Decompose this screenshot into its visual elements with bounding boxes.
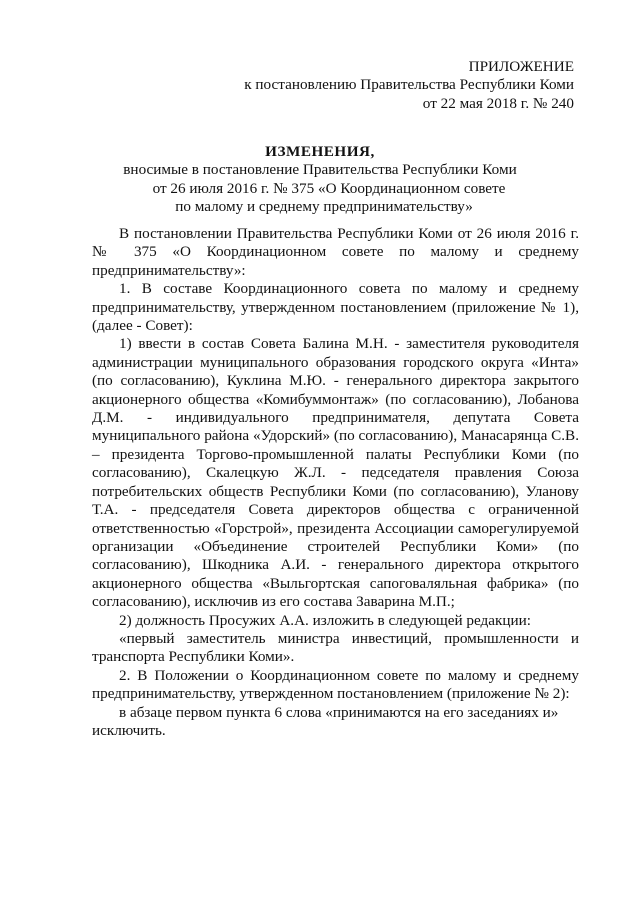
appendix-title: ПРИЛОЖЕНИЕ — [468, 58, 574, 75]
heading-subtitle-line-3: по малому и среднему предпринимательству» — [175, 198, 473, 216]
paragraph-subitem-1: 1) ввести в состав Совета Балина М.Н. - заместителя руководителя администрации муниципального образования городского округа «Инта» (по согласованию), Куклина М.Ю. - генерального директора закрытого акционерного общества «Комибуммонтаж» (по согласованию), Лобанова Д.М. - индивидуального предпринимателя, депутата Совета муниципального района «Удорский» (по согласованию), Манасарянца С.В. – президента Торгово-промышленной палаты Республики Коми (по согласованию), Скалецкую Ж.Л. - педседателя правления Союза потребительских обществ Республики Коми (по согласованию), Уланову Т.А. - председателя Совета директоров общества с ограниченной ответственностью «Горстрой», президента Ассоциации саморегулируемой организации «Объединение строителей Республики Коми» (по согласованию), Шкодника А.И. - генерального директора открытого акционерного общества «Выльгортская сапоговаляльная фабрика» (по согласованию), исключив из его состава Заварина М.П.; — [92, 335, 579, 611]
paragraph-quote: «первый заместитель министра инвестиций, промышленности и транспорта Республики Коми». — [92, 629, 579, 666]
paragraph-subitem-2: 2) должность Просужих А.А. изложить в следующей редакции: — [119, 611, 531, 629]
paragraph-item-1: 1. В составе Координационного совета по малому и среднему предпринимательству, утвержденном постановлением (приложение № 1), (далее - Совет): — [92, 280, 579, 335]
paragraph-intro: В постановлении Правительства Республики Коми от 26 июля 2016 г. № 375 «О Координационном совете по малому и среднему предпринимательству»: — [92, 225, 579, 279]
heading-subtitle-line-2: от 26 июля 2016 г. № 375 «О Координационном совете — [152, 179, 506, 197]
heading-subtitle-line-1: вносимые в постановление Правительства Республики Коми — [123, 161, 517, 179]
paragraph-item-2: 2. В Положении о Координационном совете по малому и среднему предпринимательству, утвержденном постановлением (приложение № 2): — [92, 666, 579, 703]
heading-title: ИЗМЕНЕНИЯ, — [265, 143, 375, 160]
appendix-resolution-date: от 22 мая 2018 г. № 240 — [422, 94, 574, 112]
appendix-resolution-ref: к постановлению Правительства Республики Коми — [244, 76, 574, 94]
document-body — [92, 225, 579, 740]
paragraph-clause: в абзаце первом пункта 6 слова «принимаются на его заседаниях и» — [119, 703, 559, 721]
document-heading — [60, 143, 580, 217]
appendix-block — [244, 58, 574, 113]
paragraph-end: исключить. — [92, 721, 166, 739]
